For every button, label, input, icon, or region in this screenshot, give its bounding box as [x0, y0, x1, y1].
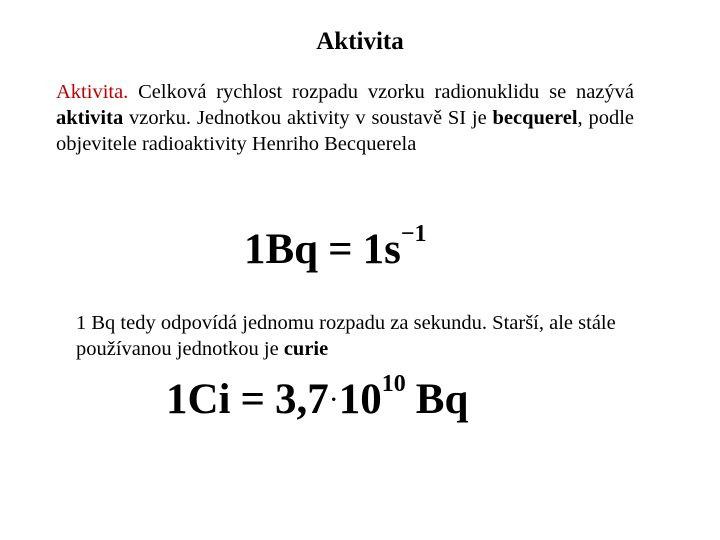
curie-paragraph [76, 310, 666, 362]
formula2-mantissa: 3,7 [275, 376, 329, 423]
formula1-equals: = [328, 226, 353, 273]
definition-paragraph [56, 79, 634, 157]
formula2-unit: Bq [415, 376, 469, 423]
term-aktivita: aktivita [56, 107, 124, 129]
formula1-rhs: 1s [362, 226, 401, 273]
formula2-lhs: 1Ci [166, 376, 231, 423]
curie-formula [166, 370, 468, 430]
formula2-exponent: 10 [381, 371, 406, 397]
formula2-base: 10 [338, 376, 382, 423]
definition-text-2: vzorku. Jednotkou aktivity v soustavě SI je [123, 107, 493, 129]
term-lead: Aktivita. [56, 81, 129, 103]
term-becquerel: becquerel [492, 107, 578, 129]
formula1-lhs: 1Bq [244, 226, 319, 273]
formula2-multiply-dot: · [328, 383, 339, 416]
formula2-equals: = [240, 376, 266, 423]
formula1-exponent: −1 [400, 221, 427, 247]
definition-text-1: Celková rychlost rozpadu vzorku radionuklidu se nazývá [128, 81, 634, 103]
curie-text: 1 Bq tedy odpovídá jednomu rozpadu za sekundu. Starší, ale stále používanou jednotkou je [76, 312, 616, 360]
page-title: Aktivita [316, 28, 404, 55]
becquerel-formula [244, 220, 427, 280]
definition-text-3: , podle objevitele radioaktivity Henriho Becquerela [56, 107, 635, 155]
term-curie: curie [283, 338, 329, 360]
